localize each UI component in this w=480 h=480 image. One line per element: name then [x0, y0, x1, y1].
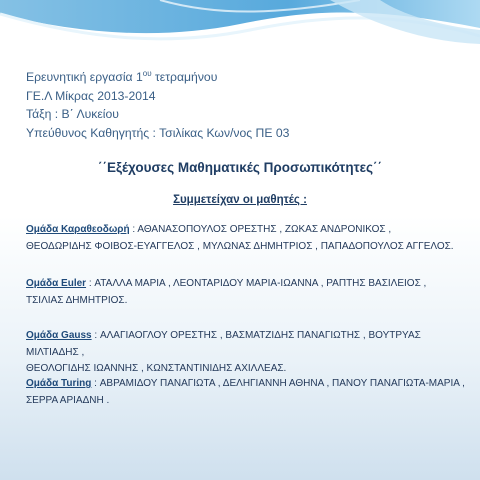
group-euler: Ομάδα Euler : ΑΤΑΛΛΑ ΜΑΡΙΑ , ΛΕΟΝΤΑΡΙΔΟΥ ΜΑΡΙΑ-ΙΩΑΝΝΑ , ΡΑΠΤΗΣ ΒΑΣΙΛΕΙΟΣ , ΤΣΙΛΙΑΣ ΔΗΜΗΤΡΙΟΣ.	[26, 278, 427, 306]
header-line-teacher: Υπεύθυνος Καθηγητής : Τσιλίκας Κων/νος ΠΕ 03	[26, 125, 290, 140]
header-line-class: Τάξη : Β΄ Λυκείου	[26, 107, 119, 121]
group-karatheodori: Ομάδα Καραθεοδωρή : ΑΘΑΝΑΣΟΠΟΥΛΟΣ ΟΡΕΣΤΗΣ , ΖΩΚΑΣ ΑΝΔΡΟΝΙΚΟΣ , ΘΕΟΔΩΡΙΔΗΣ ΦΟΙΒΟΣ-ΕΥΑΓΓΕΛΟΣ , ΜΥΛΩΝΑΣ ΔΗΜΗΤΡΙΟΣ , ΠΑΠΑΔΟΠΟΥΛΟΣ ΑΓΓΕΛΟΣ.	[26, 224, 454, 252]
group-name: Ομάδα Gauss	[26, 330, 92, 341]
group-name: Ομάδα Turing	[26, 378, 92, 389]
participants-heading: Συμμετείχαν οι μαθητές :	[173, 194, 307, 206]
group-turing: Ομάδα Turing : ΑΒΡΑΜΙΔΟΥ ΠΑΝΑΓΙΩΤΑ , ΔΕΛΗΓΙΑΝΝΗ ΑΘΗΝΑ , ΠΑΝΟΥ ΠΑΝΑΓΙΩΤΑ-ΜΑΡΙΑ , ΣΕΡΡΑ ΑΡΙΑΔΝΗ .	[26, 378, 465, 406]
header-line-school: ΓΕ.Λ Μίκρας 2013-2014	[26, 88, 156, 103]
group-name: Ομάδα Euler	[26, 278, 87, 289]
header-block	[26, 68, 289, 142]
decorative-wave-header	[0, 0, 480, 60]
group-gauss: Ομάδα Gauss : ΑΛΑΓΙΑΟΓΛΟΥ ΟΡΕΣΤΗΣ , ΒΑΣΜΑΤΖΙΔΗΣ ΠΑΝΑΓΙΩΤΗΣ , ΒΟΥΤΡΥΑΣ ΜΙΛΤΙΑΔΗΣ , ΘΕΟΛΟΓΙΔΗΣ ΙΩΑΝΝΗΣ , ΚΩΝΣΤΑΝΤΙΝΙΔΗΣ ΑΧΙΛΛΕΑΣ.	[26, 330, 421, 374]
header-line-assignment: Ερευνητική εργασία $1^{o\upsilon}$ τετραμήνου	[26, 68, 218, 84]
page-title: ΄΄Εξέχουσες Μαθηματικές Προσωπικότητες΄΄	[97, 160, 383, 175]
group-name: Ομάδα Καραθεοδωρή	[26, 224, 130, 235]
